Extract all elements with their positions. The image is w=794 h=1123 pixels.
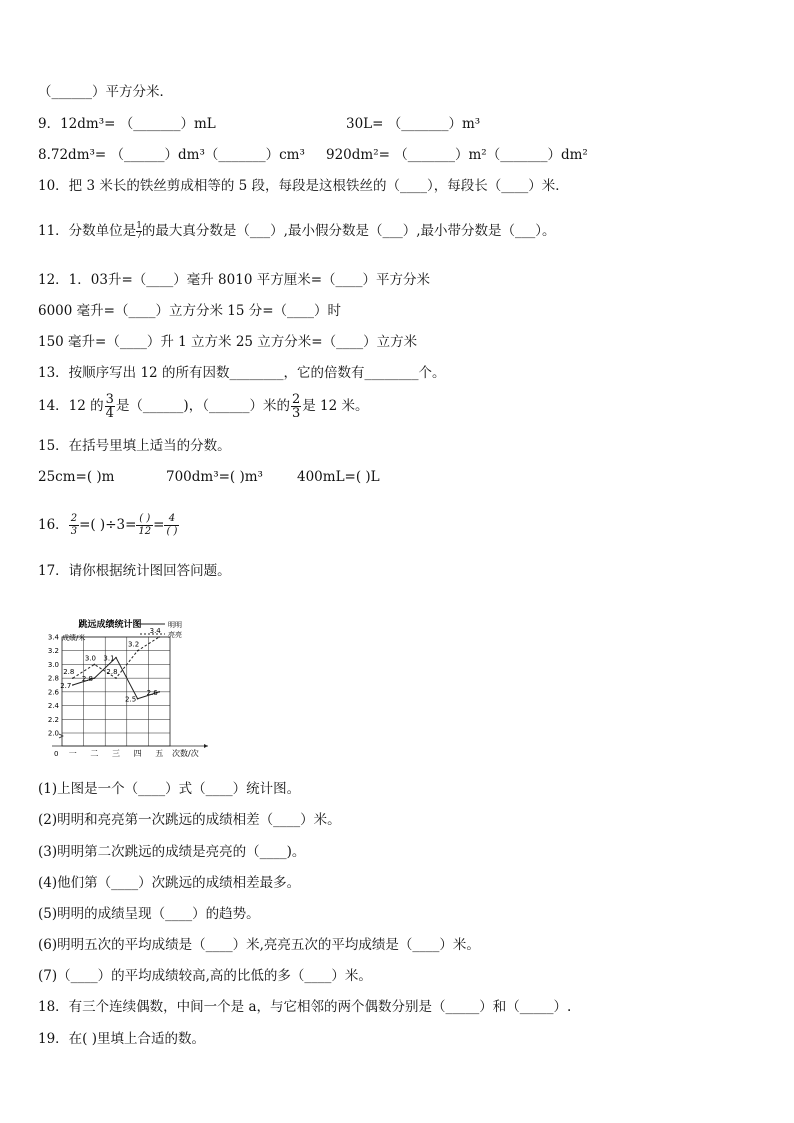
chart-point	[94, 677, 96, 679]
q14-fraction-2	[291, 393, 301, 420]
chart-data-label: 2.6	[146, 688, 158, 697]
q17-sub-2: (2)明明和亮亮第一次跳远的成绩相差（____）米。	[38, 812, 341, 828]
chart-data-label: 2.8	[81, 675, 93, 684]
q9-line2-right: 920dm²= （_______）m²（_______）dm²	[326, 147, 588, 163]
q15-c: 400mL=( )L	[297, 469, 380, 485]
q11-pre: 11．分数单位是	[38, 223, 137, 239]
chart-point	[137, 698, 139, 700]
q14-fraction-1	[105, 393, 115, 420]
chart-ytick-label: 2.8	[47, 674, 59, 683]
chart-data-label: 3.2	[128, 640, 140, 649]
chart-ytick-label: 3.2	[47, 647, 59, 656]
q16-mid: =( )÷3=	[79, 517, 137, 533]
chart-point	[158, 636, 160, 638]
q10-text: 10．把 3 米长的铁丝剪成相等的 5 段，每段是这根铁丝的（____），每段长（____）米．	[38, 178, 569, 194]
chart-xtick-label: 四	[133, 749, 142, 758]
chart-ytick-label: 2.6	[47, 688, 59, 697]
q17-title: 17．请你根据统计图回答问题。	[38, 563, 231, 579]
chart-point	[115, 677, 117, 679]
q14-mid: 是（______)，（______）米的	[115, 398, 290, 414]
q15-title: 15．在括号里填上适当的分数。	[38, 438, 231, 454]
q18-text: 18．有三个连续偶数，中间一个是 a，与它相邻的两个偶数分别是（_____）和（_____）.	[38, 999, 572, 1015]
q16-f2-numerator: ( )	[136, 513, 153, 526]
q16-f1-denominator: 3	[70, 526, 78, 537]
q12-line2: 6000 毫升=（____）立方分米 15 分=（____）时	[38, 303, 342, 319]
chart-ylabel: 成绩/米	[62, 634, 86, 642]
q9-line1-right: 30L= （_______）m³	[346, 116, 481, 132]
q13-text: 13．按顺序写出 12 的所有因数________，它的倍数有________个。	[38, 365, 446, 381]
q17-sub-7: (7)（____）的平均成绩较高,高的比低的多（____）米。	[38, 968, 372, 984]
q14-f1-numerator: 3	[105, 392, 114, 407]
chart-axes	[52, 618, 208, 748]
q16-equals: =	[153, 517, 165, 533]
chart-point	[72, 677, 74, 679]
chart-data-label: 3.1	[103, 654, 115, 663]
chart-legend-label: 明明	[168, 621, 182, 629]
chart-data-label: 2.5	[125, 695, 137, 704]
chart-point	[115, 657, 117, 659]
q17-sub-1: (1)上图是一个（____）式（____）统计图。	[38, 781, 301, 797]
chart-data-label: 3.0	[84, 654, 96, 663]
q12-line1: 12．1．03升=（____）毫升 8010 平方厘米=（____）平方分米	[38, 272, 431, 288]
q14-f2-denominator: 3	[291, 406, 301, 421]
q16-f3-denominator: ( )	[166, 526, 178, 537]
chart-xtick-label: 三	[112, 749, 120, 758]
chart-point	[137, 650, 139, 652]
q12-line3: 150 毫升=（____）升 1 立方米 25 立方分米=（____）立方米	[38, 334, 418, 350]
chart-xlabel: 次数/次	[172, 749, 199, 758]
q16-fraction-3	[164, 513, 179, 538]
q16-line	[38, 513, 179, 538]
q9-line1-left: 9．12dm³= （_______）mL	[38, 116, 216, 132]
q17-sub-3: (3)明明第二次跳远的成绩是亮亮的（____)。	[38, 844, 306, 860]
chart-data-label: 2.8	[63, 668, 75, 677]
chart-labels	[48, 627, 199, 758]
chart-point	[72, 684, 74, 686]
q16-fraction-2	[136, 513, 153, 538]
q15-b: 700dm³=( )m³	[166, 469, 263, 485]
chart-ytick-label: 2.0	[47, 729, 59, 738]
chart-ytick-label: 2.2	[47, 715, 59, 724]
q14-pre: 14．12 的	[38, 398, 104, 414]
chart-x-axis-arrow	[204, 744, 208, 748]
chart-ytick-label: 3.0	[47, 660, 59, 669]
q14-post: 是 12 米。	[302, 398, 369, 414]
chart-ytick-label: 3.4	[47, 633, 59, 642]
chart-title: 跳远成绩统计图	[78, 620, 142, 630]
q11-frac-numerator: 1	[136, 221, 142, 231]
chart-data-label: 2.8	[106, 668, 118, 677]
chart-xtick-label: 一	[68, 749, 77, 758]
q11-post: 的最大真分数是（___）,最小假分数是（___）,最小带分数是（___）。	[141, 223, 556, 239]
q17-sub-4: (4)他们第（____）次跳远的成绩相差最多。	[38, 875, 301, 891]
q17-sub-6: (6)明明五次的平均成绩是（____）米,亮亮五次的平均成绩是（____）米。	[38, 937, 480, 953]
chart-xtick-label: 二	[90, 749, 99, 758]
q11-frac-denominator: 7	[136, 231, 142, 241]
chart-point	[94, 664, 96, 666]
q16-f3-numerator: 4	[164, 513, 179, 526]
q16-f2-denominator: 12	[138, 526, 152, 537]
q16-fraction-1	[69, 513, 79, 538]
chart-xtick-label: 五	[155, 749, 164, 758]
q14-f1-denominator: 4	[105, 406, 114, 421]
q9-line2-left: 8.72dm³= （______）dm³（_______）cm³	[38, 147, 305, 163]
chart-legend-label: 亮亮	[168, 631, 182, 639]
q16-pre: 16．	[38, 517, 69, 533]
q16-f1-numerator: 2	[70, 513, 78, 524]
q19-text: 19．在( )里填上合适的数。	[38, 1031, 206, 1047]
q14-line	[38, 393, 369, 420]
chart-point	[158, 691, 160, 693]
jump-score-line-chart	[40, 615, 220, 765]
chart-origin-label: 0	[54, 750, 59, 758]
chart-legend	[140, 620, 182, 639]
q14-f2-numerator: 2	[291, 392, 301, 407]
q17-sub-5: (5)明明的成绩呈现（____）的趋势。	[38, 906, 260, 922]
q11-line	[38, 222, 556, 241]
chart-data-label: 3.4	[149, 627, 161, 635]
chart-ytick-label: 2.4	[47, 702, 59, 711]
q15-a: 25cm=( )m	[38, 469, 115, 485]
chart-data-label: 2.7	[60, 682, 72, 690]
q8-tail: （______）平方分米．	[38, 84, 173, 100]
